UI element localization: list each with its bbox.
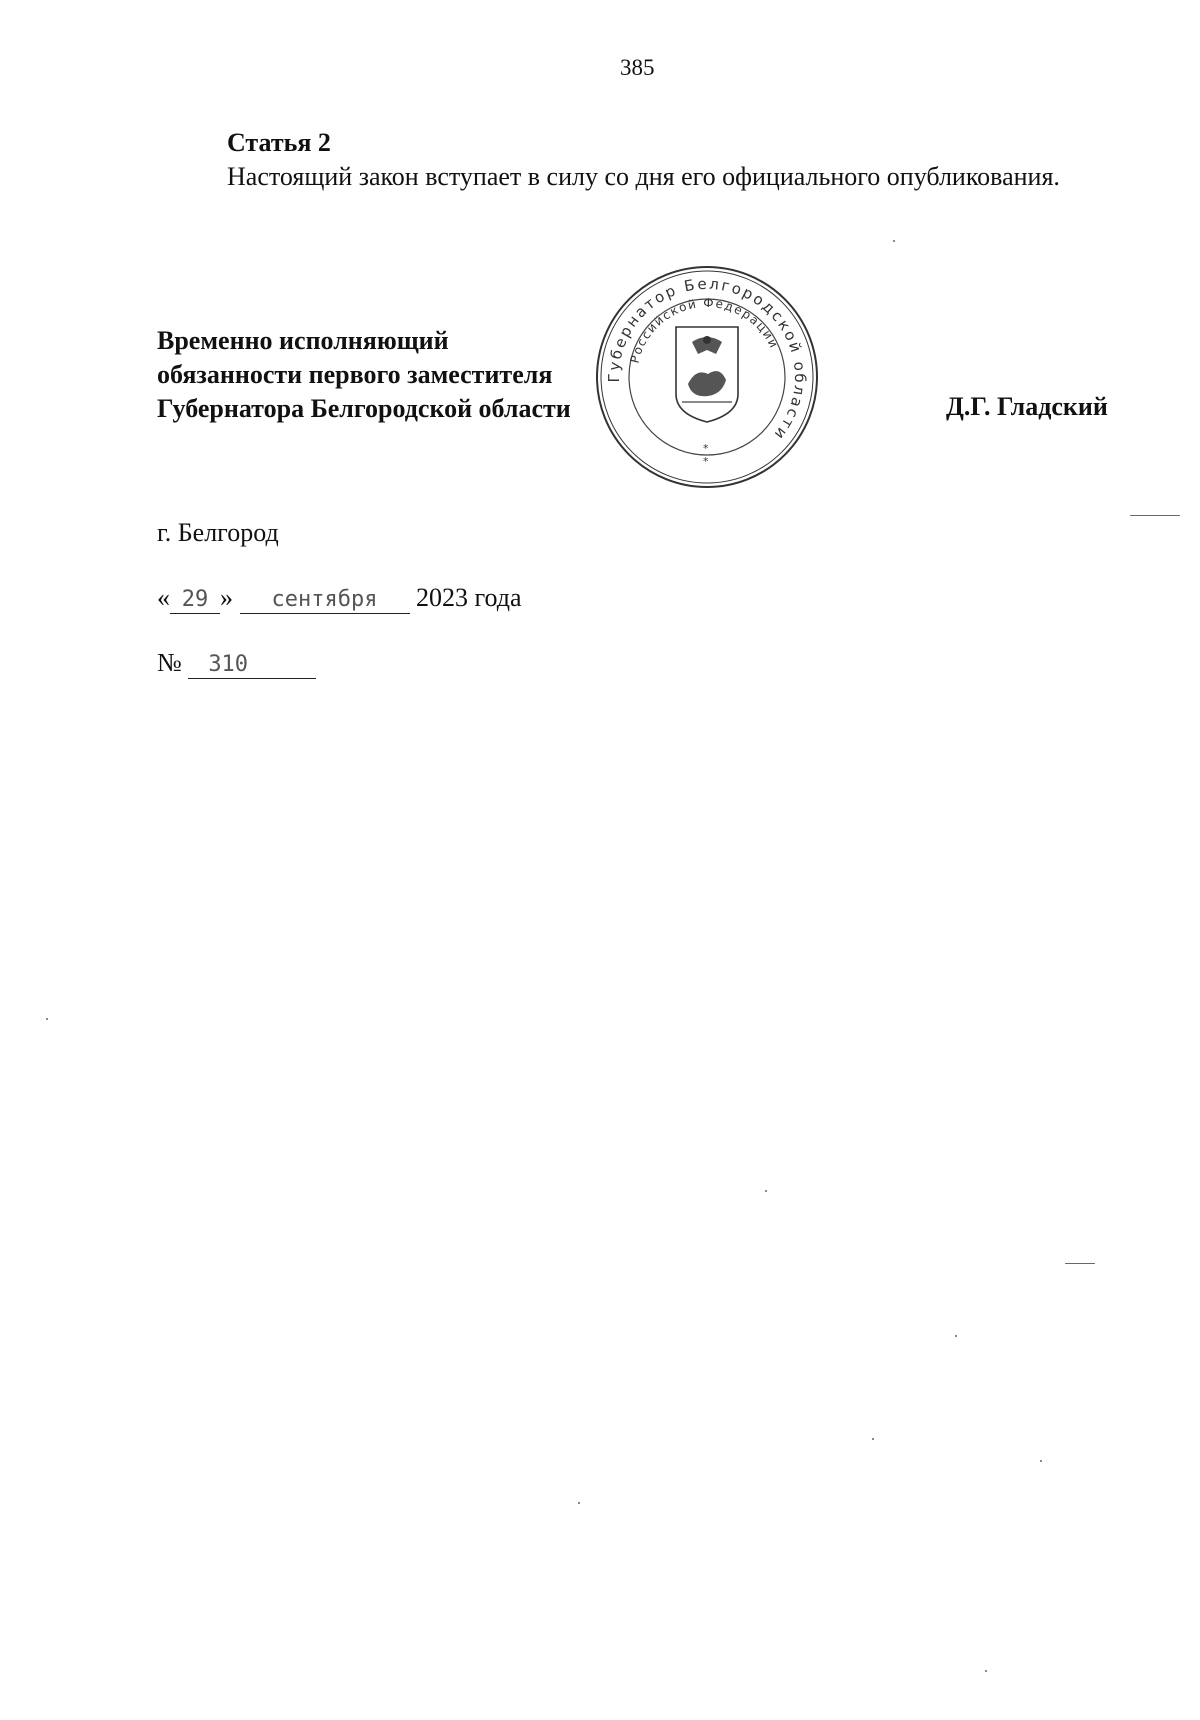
- date-year: 2023 года: [416, 583, 522, 612]
- date-open-quote: «: [157, 583, 170, 612]
- date-day-field: 29: [170, 587, 220, 614]
- scan-speck: [46, 1018, 48, 1020]
- date-close-quote: »: [220, 583, 233, 612]
- scan-speck: [893, 240, 895, 242]
- page-number: 385: [620, 55, 655, 80]
- scan-speck: [985, 1670, 987, 1672]
- scan-speck: [955, 1335, 957, 1337]
- signatory-line-2: обязанности первого заместителя: [157, 360, 553, 389]
- article-body: Настоящий закон вступает в силу со дня его официального опубликования.: [227, 162, 1060, 191]
- signatory-line-1: Временно исполняющий: [157, 326, 449, 355]
- scan-speck: [765, 1190, 767, 1192]
- official-seal: [592, 262, 822, 492]
- date-month-field: сентября: [240, 587, 410, 614]
- scan-speck: [1040, 1460, 1042, 1462]
- scan-speck: [1130, 515, 1180, 516]
- scan-speck: [872, 1438, 874, 1440]
- date-line: [157, 583, 522, 614]
- coat-of-arms-icon: [676, 327, 738, 422]
- scan-speck: [578, 1502, 580, 1504]
- city: г. Белгород: [157, 518, 279, 547]
- document-number-field: 310: [188, 652, 316, 679]
- scan-speck: [1065, 1263, 1095, 1264]
- seal-inner-text: Российской Федерации: [627, 295, 782, 365]
- signer-name: Д.Г. Гладский: [946, 392, 1108, 421]
- seal-outer-text: Губернатор Белгородской области: [604, 274, 810, 445]
- signatory-line-3: Губернатора Белгородской области: [157, 394, 571, 423]
- seal-star-icon: *: [703, 455, 709, 468]
- number-sign: №: [157, 648, 182, 677]
- signatory-title: [157, 324, 571, 426]
- seal-star-icon: *: [703, 442, 709, 455]
- article-title: Статья 2: [227, 128, 331, 157]
- document-number-line: [157, 648, 316, 679]
